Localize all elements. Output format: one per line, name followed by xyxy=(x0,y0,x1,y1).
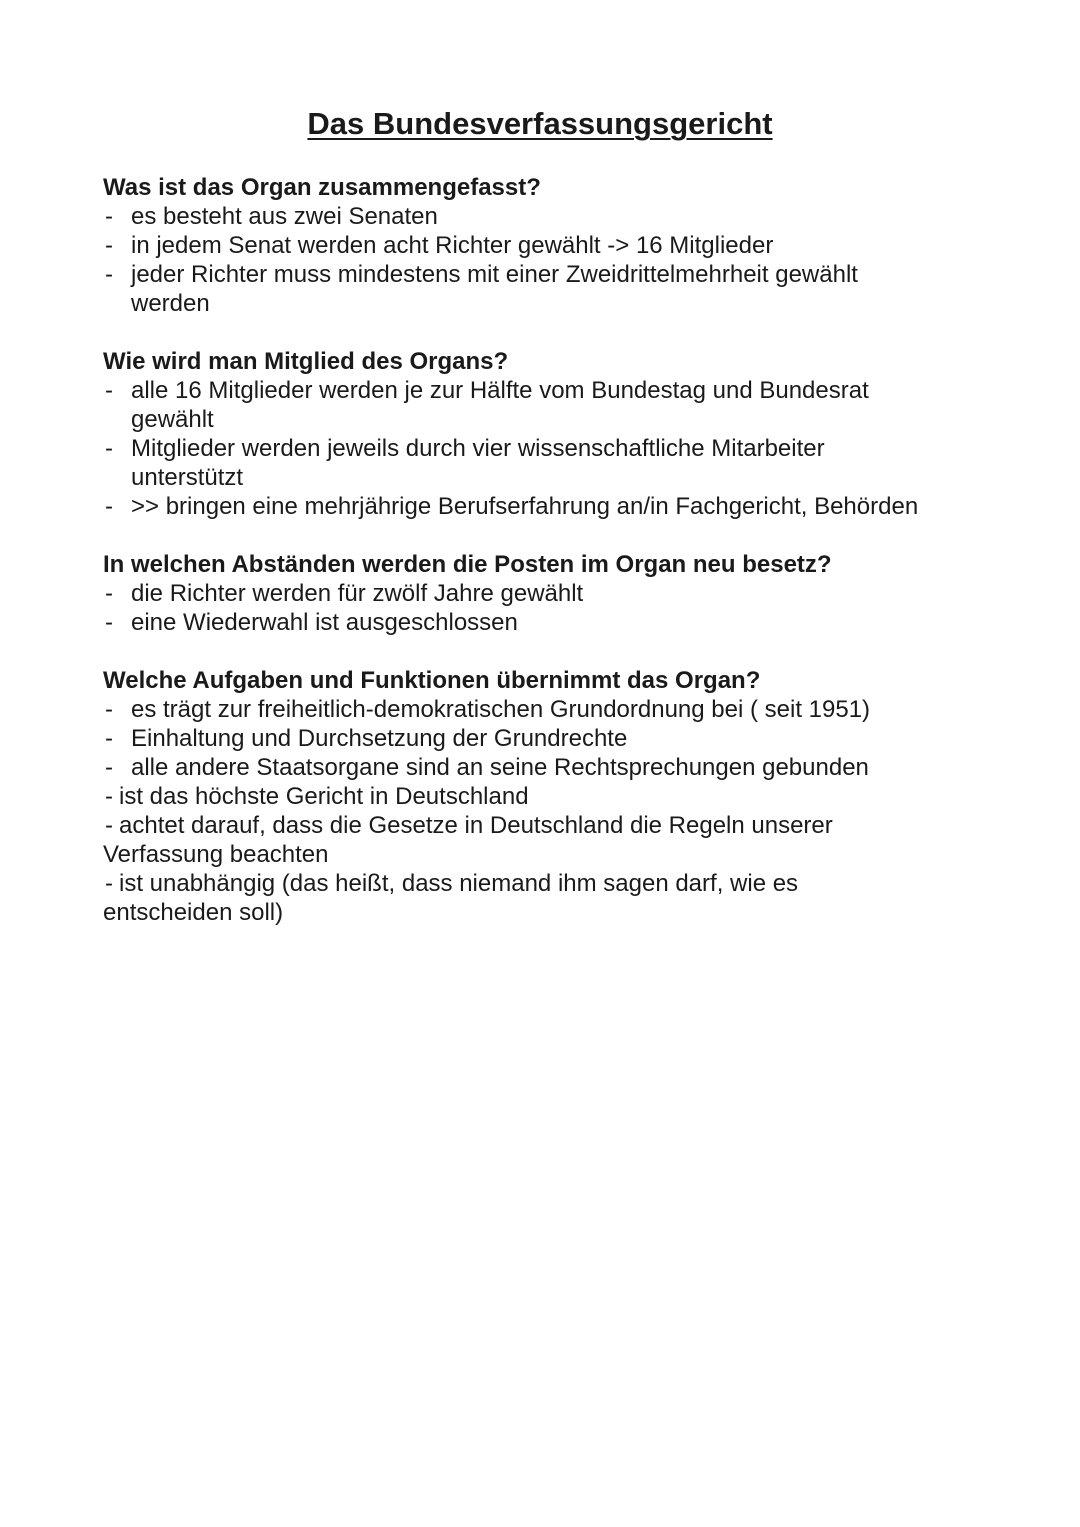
list-item: - es besteht aus zwei Senaten xyxy=(103,202,983,231)
bullet-list xyxy=(103,695,983,782)
section-amtszeit xyxy=(103,550,983,637)
bullet-list-unindented xyxy=(103,782,903,927)
section-zusammensetzung xyxy=(103,173,983,318)
list-item: - >> bringen eine mehrjährige Berufserfahrung an/in Fachgericht, Behörden xyxy=(103,492,1003,521)
list-item-text: achtet darauf, dass die Gesetze in Deutschland die Regeln unserer Verfassung beachten xyxy=(103,812,833,868)
list-item: - Einhaltung und Durchsetzung der Grundrechte xyxy=(103,724,983,753)
section-mitgliedschaft xyxy=(103,347,983,521)
list-item-text: ist unabhängig (das heißt, dass niemand ihm sagen darf, wie es entscheiden soll) xyxy=(103,870,799,926)
list-item: - alle 16 Mitglieder werden je zur Hälfte vom Bundestag und Bundesrat gewählt xyxy=(103,376,983,434)
list-item: - eine Wiederwahl ist ausgeschlossen xyxy=(103,608,983,637)
list-item xyxy=(103,811,903,869)
list-item: - in jedem Senat werden acht Richter gewählt -> 16 Mitglieder xyxy=(103,231,983,260)
list-item: - die Richter werden für zwölf Jahre gewählt xyxy=(103,579,983,608)
list-item-text: ist das höchste Gericht in Deutschland xyxy=(119,783,529,810)
bullet-list xyxy=(103,202,983,318)
list-item: - es trägt zur freiheitlich-demokratischen Grundordnung bei ( seit 1951) xyxy=(103,695,983,724)
section-heading: Welche Aufgaben und Funktionen übernimmt das Organ? xyxy=(103,667,761,694)
section-aufgaben xyxy=(103,666,983,927)
list-item: - alle andere Staatsorgane sind an seine Rechtsprechungen gebunden xyxy=(103,753,983,782)
list-item xyxy=(103,869,863,927)
bullet-list xyxy=(103,376,983,521)
section-heading: Wie wird man Mitglied des Organs? xyxy=(103,348,509,375)
section-heading: Was ist das Organ zusammengefasst? xyxy=(103,174,541,201)
bullet-list xyxy=(103,579,983,637)
list-item xyxy=(103,782,903,811)
section-heading: In welchen Abständen werden die Posten im Organ neu besetz? xyxy=(103,551,832,578)
list-item: - Mitglieder werden jeweils durch vier wissenschaftliche Mitarbeiter unterstützt xyxy=(103,434,983,492)
list-item: - jeder Richter muss mindestens mit einer Zweidrittelmehrheit gewählt werden xyxy=(103,260,983,318)
document-body xyxy=(103,173,983,956)
document-title: Das Bundesverfassungsgericht xyxy=(307,106,773,141)
